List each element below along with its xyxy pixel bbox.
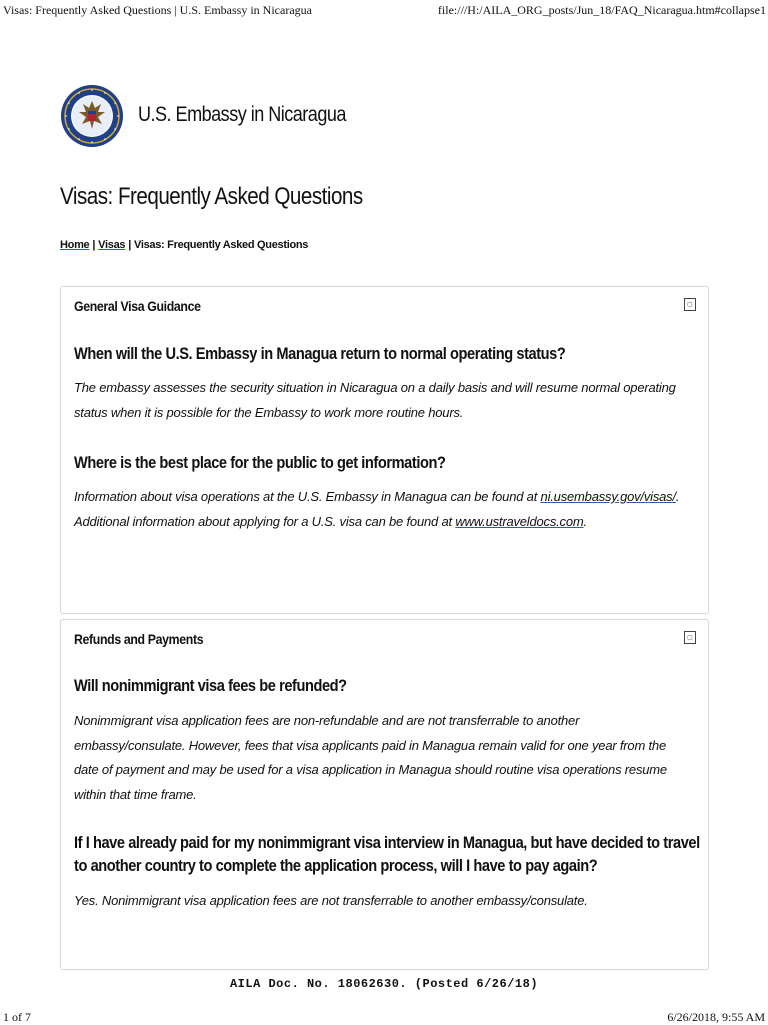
faq-question: If I have already paid for my nonimmigrant visa interview in Managua, but have decided to travel to another country to complete the application process, will I have to pay again? — [74, 833, 700, 875]
faq-answer: Yes. Nonimmigrant visa application fees are not transferrable to another embassy/consulate. — [74, 893, 588, 908]
panel-heading[interactable]: Refunds and Payments — [74, 631, 204, 647]
seal-icon — [60, 84, 124, 148]
page-title: Visas: Frequently Asked Questions — [60, 183, 363, 210]
breadcrumb-home-link[interactable]: Home — [60, 239, 90, 251]
panel-heading[interactable]: General Visa Guidance — [74, 298, 201, 314]
embassy-seal-logo[interactable] — [60, 84, 124, 148]
faq-answer-text: . — [583, 513, 587, 529]
faq-answer-text: Information about visa operations at the U.S. Embassy in Managua can be found at — [74, 489, 538, 504]
faq-question: When will the U.S. Embassy in Managua return to normal operating status? — [74, 344, 566, 363]
faq-question: Where is the best place for the public to get information? — [74, 453, 446, 472]
breadcrumb-current: Visas: Frequently Asked Questions — [134, 239, 309, 251]
print-header-url: file:///H:/AILA_ORG_posts/Jun_18/FAQ_Nicaragua.htm#collapse1 — [437, 3, 766, 17]
breadcrumb-separator: | — [128, 239, 131, 251]
print-header-title: Visas: Frequently Asked Questions | U.S. Embassy in Nicaragua — [3, 3, 312, 17]
aila-doc-number: AILA Doc. No. 18062630. (Posted 6/26/18) — [229, 977, 539, 991]
faq-panel-refunds — [60, 619, 709, 970]
faq-answer: Nonimmigrant visa application fees are non-refundable and are not transferrable to another embassy/consulate. However, fees that visa applicants paid in Managua remain valid for one year from the date of payment and may be used for a visa application in Managua should routine visa operations resume within that time frame. — [74, 713, 667, 802]
site-name[interactable]: U.S. Embassy in Nicaragua — [138, 103, 346, 126]
breadcrumb-visas-link[interactable]: Visas — [98, 239, 126, 251]
page-count: 1 of 7 — [3, 1010, 31, 1024]
faq-question: Will nonimmigrant visa fees be refunded? — [74, 676, 347, 695]
faq-answer — [74, 485, 692, 534]
embassy-visas-link[interactable]: ni.usembassy.gov/visas/ — [540, 489, 676, 504]
ustraveldocs-link[interactable]: www.ustraveldocs.com — [455, 513, 584, 529]
faq-panel-general — [60, 286, 709, 614]
faq-answer-text: . Additional information about applying for a U.S. visa can be found at — [74, 489, 680, 529]
print-footer — [0, 1010, 768, 1024]
breadcrumb — [60, 239, 308, 251]
breadcrumb-separator: | — [92, 239, 96, 251]
faq-answer: The embassy assesses the security situation in Nicaragua on a daily basis and will resume normal operating status when it is possible for the Embassy to work more routine hours. — [74, 380, 676, 420]
print-datetime: 6/26/2018, 9:55 AM — [667, 1010, 765, 1024]
collapse-toggle-icon[interactable]: ▢ — [684, 298, 696, 311]
print-header — [0, 3, 768, 19]
collapse-toggle-icon[interactable]: ▢ — [684, 631, 696, 644]
